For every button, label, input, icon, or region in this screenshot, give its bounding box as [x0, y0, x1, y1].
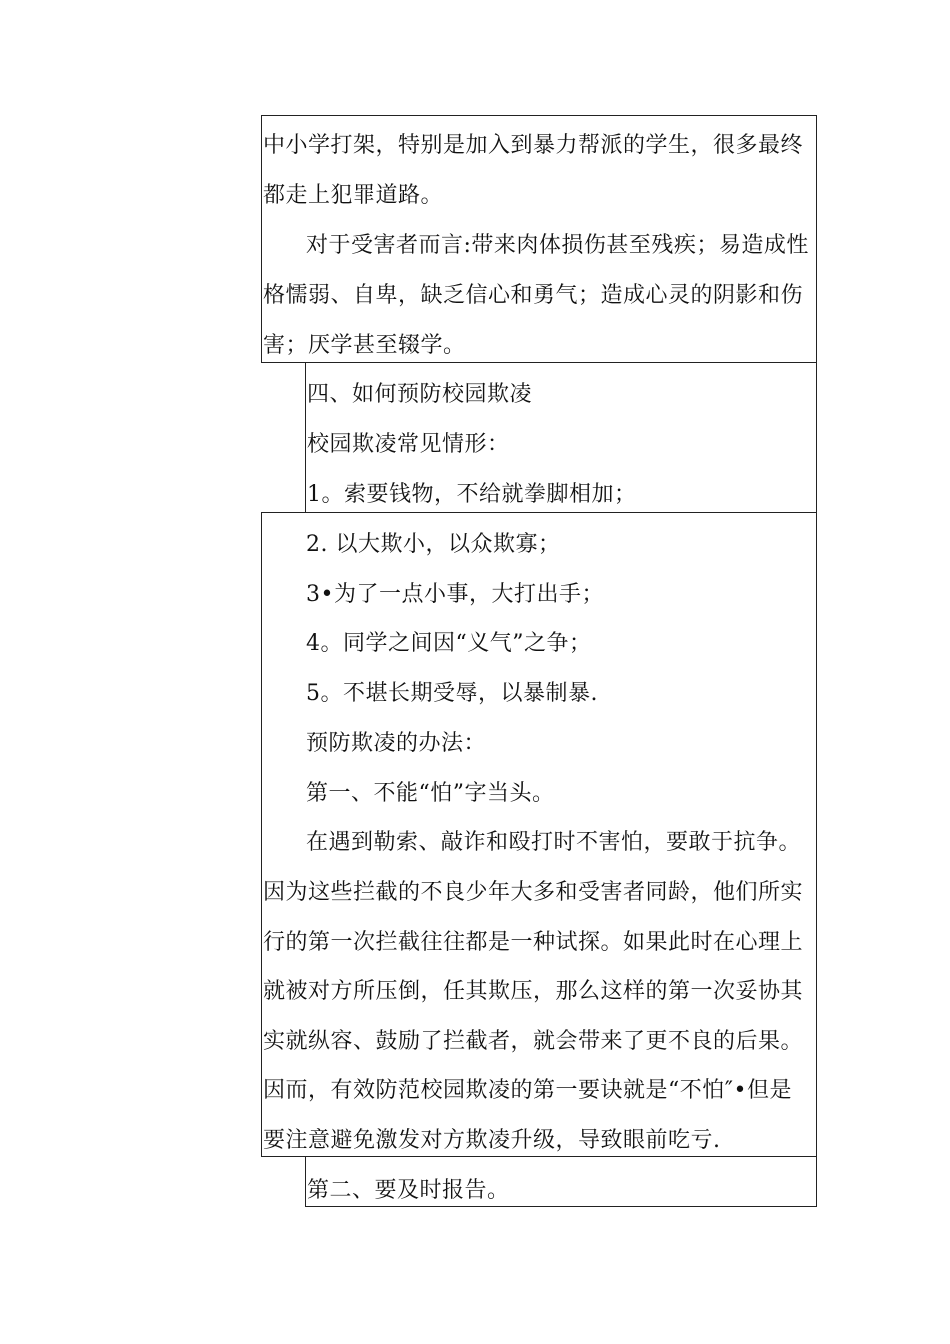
paragraph-line: 因为这些拦截的不良少年大多和受害者同龄，他们所实: [263, 880, 804, 905]
paragraph-line: 对于受害者而言:带来肉体损伤甚至残疾；易造成性: [306, 233, 809, 258]
paragraph-line: 中小学打架，特别是加入到暴力帮派的学生，很多最终: [263, 133, 804, 158]
paragraph-line: 要注意避免激发对方欺凌升级，导致眼前吃亏.: [263, 1128, 721, 1153]
list-item: 2. 以大欺小，以众欺寡；: [306, 532, 561, 557]
paragraph-line: 校园欺凌常见情形：: [307, 432, 510, 457]
paragraph-line: 害；厌学甚至辍学。: [263, 333, 466, 358]
section-heading: 四、如何预防校园欺凌: [307, 382, 533, 407]
list-item: 3•为了一点小事，大打出手；: [306, 582, 604, 607]
list-item: 5。不堪长期受辱，以暴制暴.: [306, 681, 598, 706]
subheading: 第二、要及时报告。: [307, 1178, 510, 1203]
subheading: 第一、不能“怕”字当头。: [306, 781, 555, 806]
paragraph-line: 实就纵容、鼓励了拦截者，就会带来了更不良的后果。: [263, 1029, 804, 1054]
paragraph-line: 预防欺凌的办法：: [306, 731, 487, 756]
paragraph-line: 因而，有效防范校园欺凌的第一要诀就是“不怕″•但是: [263, 1078, 792, 1103]
paragraph-line: 都走上犯罪道路。: [263, 183, 444, 208]
list-item: 4。同学之间因“义气”之争；: [306, 631, 592, 656]
paragraph-line: 在遇到勒索、敲诈和殴打时不害怕，要敢于抗争。: [306, 830, 802, 855]
paragraph-line: 行的第一次拦截往往都是一种试探。如果此时在心理上: [263, 930, 804, 955]
paragraph-line: 格懦弱、自卑，缺乏信心和勇气；造成心灵的阴影和伤: [263, 283, 804, 308]
paragraph-line: 就被对方所压倒，任其欺压，那么这样的第一次妥协其: [263, 979, 804, 1004]
list-item: 1。索要钱物，不给就拳脚相加；: [307, 482, 637, 507]
